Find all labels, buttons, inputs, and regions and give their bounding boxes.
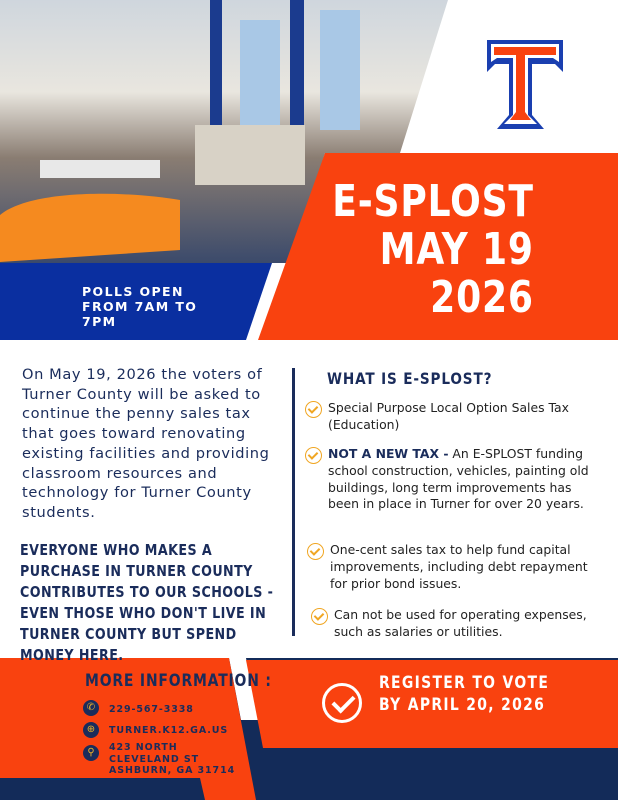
list-item bbox=[311, 607, 596, 641]
phone-icon: ✆ bbox=[83, 700, 99, 716]
list-item bbox=[305, 446, 595, 513]
register-line: REGISTER TO VOTE bbox=[379, 673, 550, 693]
address-line: CLEVELAND ST bbox=[109, 753, 200, 765]
school-logo bbox=[487, 40, 563, 129]
title-line: MAY 19 bbox=[379, 224, 534, 275]
item-bold: NOT A NEW TAX - bbox=[328, 446, 449, 461]
more-info-heading: MORE INFORMATION : bbox=[85, 671, 272, 691]
title-line: 2026 bbox=[430, 272, 534, 323]
check-icon bbox=[305, 447, 322, 464]
register-to-vote bbox=[379, 672, 549, 716]
item-text: Can not be used for operating expenses, such as salaries or utilities. bbox=[334, 607, 587, 639]
check-icon bbox=[305, 401, 322, 418]
divider bbox=[292, 368, 295, 636]
phone-number[interactable]: 229-567-3338 bbox=[109, 704, 194, 715]
item-text: One-cent sales tax to help fund capital improvements, including debt repayment for prior bond issues. bbox=[330, 542, 588, 591]
check-icon bbox=[311, 608, 328, 625]
event-title bbox=[332, 178, 534, 322]
what-heading: WHAT IS E-SPLOST? bbox=[327, 369, 493, 388]
intro-paragraph: On May 19, 2026 the voters of Turner County will be asked to continue the penny sales tax that goes toward renovating existing facilities and providing classroom resources and technology for Turner County students. bbox=[22, 366, 270, 521]
address-line: 423 NORTH bbox=[109, 742, 178, 753]
website-link[interactable]: TURNER.K12.GA.US bbox=[109, 725, 229, 736]
check-icon bbox=[307, 543, 324, 560]
address-line: ASHBURN, GA 31714 bbox=[109, 765, 236, 776]
polls-hours: POLLS OPEN FROM 7AM TO 7PM bbox=[82, 284, 198, 329]
list-item bbox=[307, 542, 592, 592]
globe-icon: ⊕ bbox=[83, 722, 99, 738]
item-text: An E-SPLOST funding school construction, vehicles, painting old buildings, long term improvements has been in place in Turner for over 20 years. bbox=[328, 446, 589, 512]
register-check-icon bbox=[322, 683, 362, 723]
location-pin-icon: ⚲ bbox=[83, 745, 99, 761]
contribution-note: EVERYONE WHO MAKES A PURCHASE IN TURNER COUNTY CONTRIBUTES TO OUR SCHOOLS - EVEN THOSE WHO DON'T LIVE IN TURNER COUNTY BUT SPEND MONEY HERE. bbox=[20, 541, 274, 664]
list-item bbox=[305, 400, 595, 434]
register-deadline: BY APRIL 20, 2026 bbox=[379, 695, 546, 715]
item-text: Special Purpose Local Option Sales Tax (Education) bbox=[328, 400, 569, 432]
address bbox=[109, 742, 235, 777]
title-line: E-SPLOST bbox=[332, 176, 534, 227]
